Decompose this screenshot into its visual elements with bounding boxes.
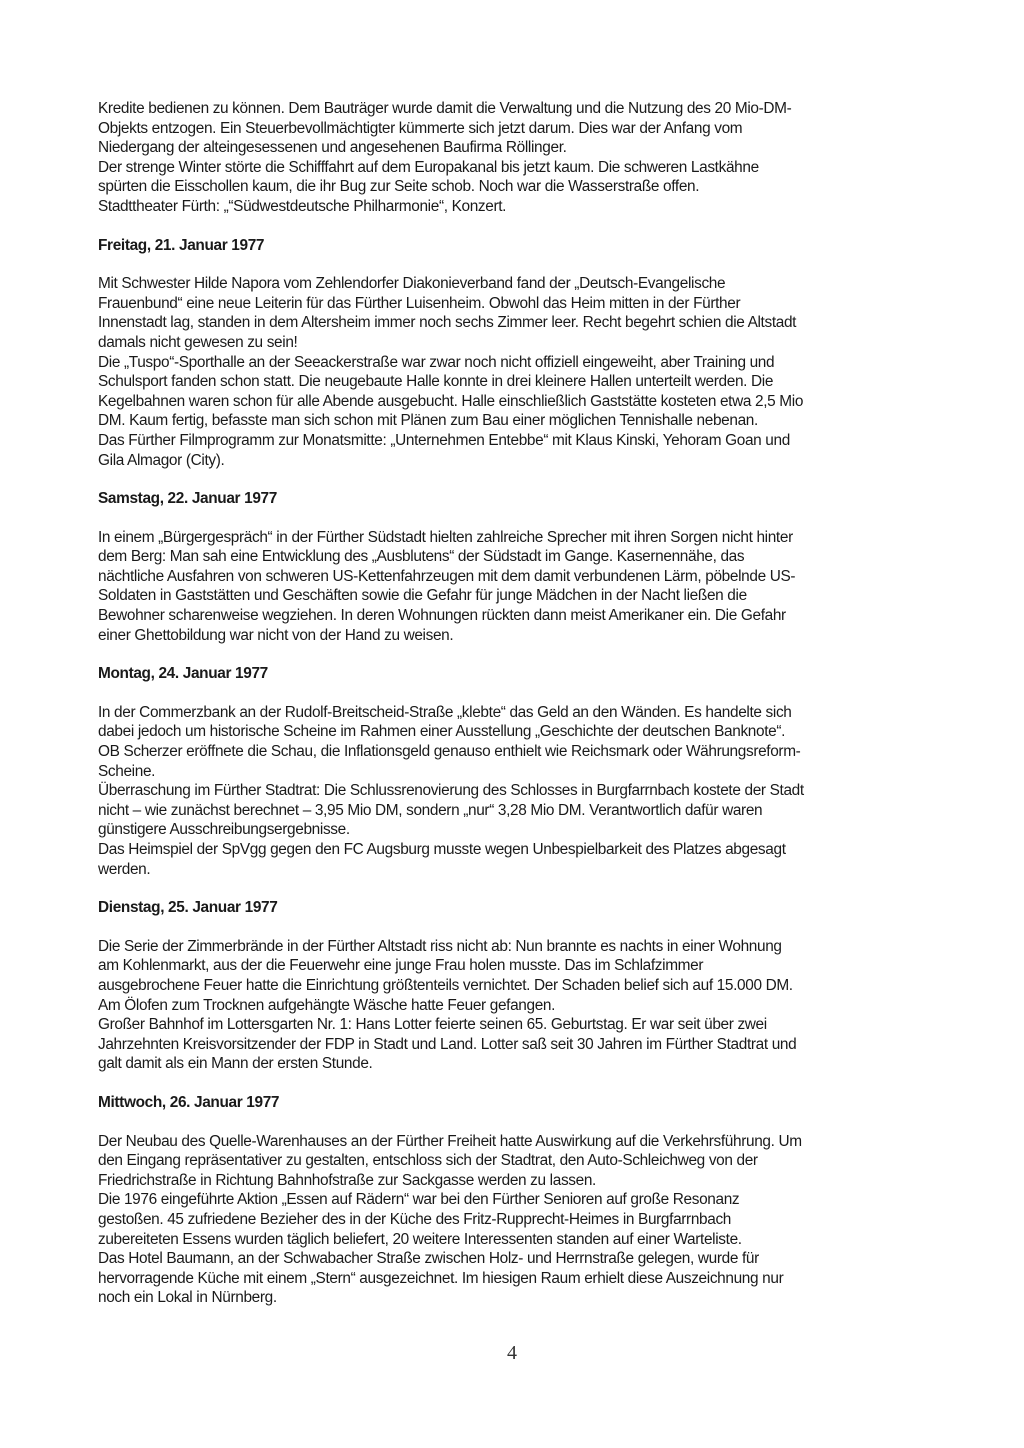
- text-line: In der Commerzbank an der Rudolf-Breitscheid-Straße „klebte“ das Geld an den Wänden. Es handelte sich: [98, 703, 792, 721]
- intro-paragraph: [98, 99, 938, 217]
- text-line: Das Fürther Filmprogramm zur Monatsmitte: „Unternehmen Entebbe“ mit Klaus Kinski, Yehoram Goan und: [98, 431, 790, 449]
- text-line: Das Heimspiel der SpVgg gegen den FC Augsburg musste wegen Unbespielbarkeit des Platzes abgesagt: [98, 841, 786, 858]
- section-heading: Montag, 24. Januar 1977: [98, 665, 268, 683]
- text-line: Am Ölofen zum Trocknen aufgehängte Wäsche hatte Feuer gefangen.: [98, 996, 556, 1014]
- text-line: Stadttheater Fürth: „“Südwestdeutsche Philharmonie“, Konzert.: [98, 197, 507, 215]
- text-line: Soldaten in Gaststätten und Geschäften sowie die Gefahr für junge Mädchen in der Nacht ließen die: [98, 587, 747, 605]
- page-number: 4: [507, 1342, 517, 1364]
- text-line: Der strenge Winter störte die Schifffahrt auf dem Europakanal bis jetzt kaum. Die schweren Lastkähne: [98, 158, 759, 176]
- text-line: spürten die Eisschollen kaum, die ihr Bug zur Seite schob. Noch war die Wasserstraße offen.: [98, 178, 700, 196]
- text-line: Kredite bedienen zu können. Dem Bauträger wurde damit die Verwaltung und die Nutzung des 20 Mio-DM-: [98, 100, 792, 117]
- text-line: hervorragende Küche mit einem „Stern“ ausgezeichnet. Im hiesigen Raum erhielt diese Auszeichnung nur: [98, 1269, 784, 1287]
- section-monday-24: [98, 664, 938, 879]
- section-heading: Samstag, 22. Januar 1977: [98, 490, 277, 508]
- section-saturday-22: [98, 489, 938, 645]
- text-line: Die Serie der Zimmerbrände in der Fürther Altstadt riss nicht ab: Nun brannte es nachts in einer Wohnung: [98, 937, 782, 955]
- section-tuesday-25: [98, 898, 938, 1074]
- text-line: galt damit als ein Mann der ersten Stunde.: [98, 1055, 373, 1073]
- text-line: Frauenbund“ eine neue Leiterin für das Fürther Luisenheim. Obwohl das Heim mitten in der Fürther: [98, 294, 741, 312]
- section-friday-21: [98, 236, 938, 471]
- section-wednesday-26: [98, 1093, 938, 1308]
- text-line: ausgebrochene Feuer hatte die Einrichtung größtenteils vernichtet. Der Schaden belief sich auf 15.000 DM.: [98, 976, 793, 994]
- text-line: nicht – wie zunächst berechnet – 3,95 Mio DM, sondern „nur“ 3,28 Mio DM. Verantwortlich dafür waren: [98, 801, 763, 819]
- text-line: Bewohner scharenweise wegziehen. In deren Wohnungen rückten dann meist Amerikaner ein. Die Gefahr: [98, 607, 786, 625]
- text-line: nächtliche Ausfahren von schweren US-Kettenfahrzeugen mit dem damit verbundenen Lärm, pöbelnde US-: [98, 567, 796, 585]
- text-line: Kegelbahnen waren schon für alle Abende ausgebucht. Halle einschließlich Gaststätte kosteten etwa 2,5 Mio: [98, 392, 804, 410]
- text-line: Mit Schwester Hilde Napora vom Zehlendorfer Diakonieverband fand der „Deutsch-Evangelische: [98, 275, 726, 293]
- text-line: Innenstadt lag, standen in dem Altersheim immer noch sechs Zimmer leer. Recht begehrt schien die Altstadt: [98, 314, 797, 332]
- section-body: [98, 528, 938, 646]
- text-line: noch ein Lokal in Nürnberg.: [98, 1289, 277, 1307]
- text-line: Friedrichstraße in Richtung Bahnhofstraße zur Sackgasse werden zu lassen.: [98, 1171, 596, 1189]
- text-line: dem Berg: Man sah eine Entwicklung des „Ausblutens“ der Südstadt im Gange. Kasernennähe, das: [98, 548, 745, 566]
- section-heading: Mittwoch, 26. Januar 1977: [98, 1093, 280, 1111]
- text-line: Schulsport fanden schon statt. Die neugebaute Halle konnte in drei kleinere Hallen unterteilt werden. Die: [98, 373, 774, 391]
- document-page: [98, 99, 938, 1308]
- section-body: [98, 937, 938, 1074]
- text-line: Überraschung im Fürther Stadtrat: Die Schlussrenovierung des Schlosses in Burgfarrnbach kostete der Stadt: [98, 782, 804, 800]
- text-line: Niedergang der alteingesessenen und angesehenen Baufirma Röllinger.: [98, 139, 567, 157]
- text-line: Jahrzehnten Kreisvorsitzender der FDP in Stadt und Land. Lotter saß seit 30 Jahren im Fürther Stadtrat und: [98, 1035, 797, 1053]
- text-line: damals nicht gewesen zu sein!: [98, 333, 298, 351]
- text-line: den Eingang repräsentativer zu gestalten, entschloss sich der Stadtrat, den Auto-Schleichweg von der: [98, 1152, 758, 1170]
- section-heading: Freitag, 21. Januar 1977: [98, 236, 265, 254]
- text-line: Die „Tuspo“-Sporthalle an der Seeackerstraße war zwar noch nicht offiziell eingeweiht, aber Training und: [98, 353, 775, 371]
- section-body: [98, 1132, 938, 1308]
- text-line: am Kohlenmarkt, aus der die Feuerwehr eine junge Frau holen musste. Das im Schlafzimmer: [98, 957, 704, 975]
- text-line: Scheine.: [98, 762, 156, 780]
- text-line: DM. Kaum fertig, befasste man sich schon mit Plänen zum Bau einer möglichen Tennishalle nebenan.: [98, 412, 758, 430]
- text-line: Gila Almagor (City).: [98, 451, 225, 469]
- text-line: Der Neubau des Quelle-Warenhauses an der Fürther Freiheit hatte Auswirkung auf die Verkehrsführung. Um: [98, 1132, 802, 1150]
- text-line: Das Hotel Baumann, an der Schwabacher Straße zwischen Holz- und Herrnstraße gelegen, wurde für: [98, 1250, 759, 1268]
- text-line: günstigere Ausschreibungsergebnisse.: [98, 821, 350, 839]
- text-line: werden.: [98, 860, 151, 878]
- text-line: zubereiteten Essens wurden täglich beliefert, 20 weitere Interessenten standen auf einer Warteliste.: [98, 1230, 742, 1248]
- text-line: OB Scherzer eröffnete die Schau, die Inflationsgeld genauso enthielt wie Reichsmark oder Währungsreform-: [98, 743, 801, 761]
- text-line: Objekts entzogen. Ein Steuerbevollmächtigter kümmerte sich jetzt darum. Dies war der Anfang vom: [98, 119, 743, 137]
- text-line: In einem „Bürgergespräch“ in der Fürther Südstadt hielten zahlreiche Sprecher mit ihren Sorgen nicht hinter: [98, 528, 793, 546]
- section-heading: Dienstag, 25. Januar 1977: [98, 899, 278, 917]
- text-line: einer Ghettobildung war nicht von der Hand zu weisen.: [98, 626, 454, 644]
- section-body: [98, 274, 938, 470]
- section-body: [98, 703, 938, 879]
- text-line: Die 1976 eingeführte Aktion „Essen auf Rädern“ war bei den Fürther Senioren auf große Resonanz: [98, 1191, 740, 1209]
- text-line: gestoßen. 45 zufriedene Bezieher des in der Küche des Fritz-Rupprecht-Heimes in Burgfarrnbach: [98, 1210, 732, 1228]
- text-line: dabei jedoch um historische Scheine im Rahmen einer Ausstellung „Geschichte der deutschen Banknote“.: [98, 723, 786, 741]
- text-line: Großer Bahnhof im Lottersgarten Nr. 1: Hans Lotter feierte seinen 65. Geburtstag. Er war seit über zwei: [98, 1016, 767, 1034]
